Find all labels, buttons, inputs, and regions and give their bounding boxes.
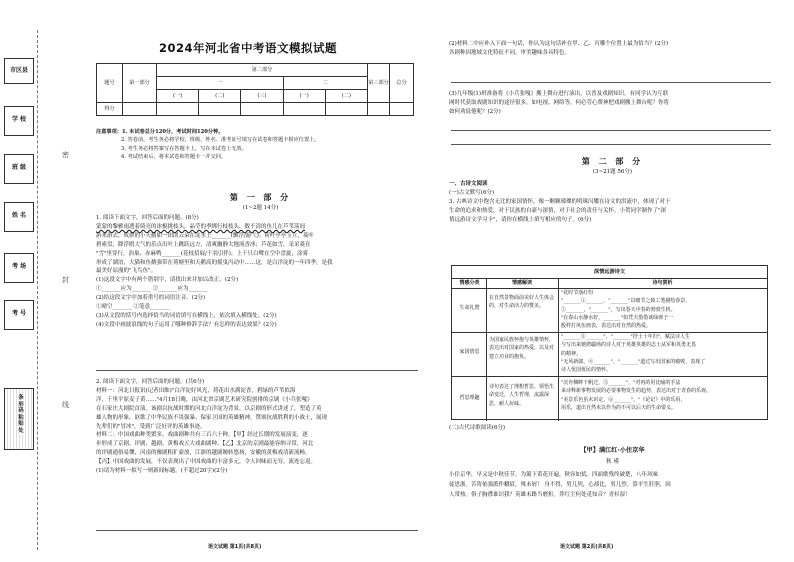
- card-line: 来诗释新事物发展的必要事物发生的趋势，表达出对于青春的乐观。: [561, 388, 712, 395]
- q1-answer-line[interactable]: ①_______应为_______ ②_______应为_______: [96, 286, 208, 293]
- subsection-heading: (二)古代诗歌阅读(6分): [449, 425, 506, 431]
- score-table-part2: 第二部分: [157, 64, 368, 77]
- card-header: 情感分类: [459, 280, 480, 286]
- score-cell[interactable]: [241, 103, 283, 116]
- q1-item: (4)文段中画波浪线的句子运用了哪种修辞手法？有怎样的表达效果？(2分): [96, 321, 277, 328]
- card-line: 的精神。: [561, 350, 582, 357]
- page-1: [88, 0, 433, 562]
- score-sub-3: (三): [241, 90, 283, 103]
- card-line: "在春山水静水好，_______"如凭夫借借谈绿弹子一: [561, 314, 674, 321]
- card-line[interactable]: "无风新郎，④_______"，"_______"道过写出国家的破败，表现了: [561, 358, 706, 365]
- card-line: "花时节落红纷: [561, 290, 594, 296]
- section-heading: 一、古诗文阅读: [449, 181, 488, 187]
- q2-m2-line: 的评剧通俗易懂，河南的豫剧粗犷豪放，江浙的越剧婉转悠扬，安徽的黄梅戏清新流畅。: [96, 450, 311, 457]
- question-1: [96, 214, 426, 330]
- score-sub-1: (一): [157, 90, 199, 103]
- score-table-one: 一: [157, 77, 284, 90]
- card-line[interactable]: "_______①_______，"_______"以细节之致工笔描绘春景，: [561, 298, 691, 305]
- card-rule: [558, 278, 559, 421]
- card-header: 诗句赏析: [652, 280, 673, 286]
- card-lines: [561, 333, 766, 374]
- q2-m1-line: 先辈们的"冒冰"，受到广泛好评的英雄事迹。: [96, 423, 206, 430]
- notice-line: 3. 考生务必将答案写在答题卡上，写在本试卷上无效。: [121, 145, 247, 152]
- notice-line: 注意事项：1. 本试卷总分120分，考试时间120分钟。: [96, 129, 224, 135]
- score-table-two: 二: [283, 77, 367, 90]
- q2-m1-line: 洋，千里平原麦子黄……"4月18日晚，由河北省京剧艺术研究院创排的京剧《小兵张嘎》: [96, 396, 313, 403]
- card-header: 情感解读: [511, 280, 532, 286]
- card-category: 家国情思: [459, 349, 480, 355]
- notice-line: 4. 考试结束后，将本试卷和答题卡一并交回。: [121, 154, 227, 161]
- score-table-part3: 第三部分: [368, 64, 390, 103]
- q2-3-line: (3)九年级(1)班准备将《小兵张嘎》搬上舞台进行演出，以普及戏剧知识。有同学认为互联: [449, 91, 669, 97]
- notice-line: 2. 答卷前，考生务必将学校、班级、姓名、准考证号填写在试卷和答题卡相应位置上。: [121, 137, 320, 144]
- page2-footer: 语文试题 第2页(共8页): [560, 544, 614, 551]
- poem-title: 满江红·小住京华: [598, 447, 645, 454]
- binding-strip: [0, 0, 69, 562]
- answer-line[interactable]: [96, 370, 418, 371]
- q1-intro: 1. 阅读下面文字，回答后面的问题。(8分): [96, 215, 199, 221]
- part1-range: (1~2题 14分): [242, 205, 279, 211]
- q2-item: (1)请为材料一拟写一则新闻标题。(不超过20字)(2分): [96, 468, 228, 475]
- q2-m1-line: 在石家庄大剧院首演。该剧以抗战时期的河北白洋淀为背景，以京剧的形式讲述了，塑造了英: [96, 405, 322, 412]
- page1-footer: 语文试题 第1页(共8页): [208, 544, 262, 551]
- school-label: 学 校: [11, 116, 27, 123]
- part2-range: (3~21题 56分): [592, 169, 633, 175]
- q1-item: (2)给这段文字中加着重号的词语注音。(2分): [96, 295, 206, 302]
- question-3: [449, 180, 779, 225]
- q1-passage-line: "雪"里穿行，治巢、赤麻鸭_______(花枝招展/千羽引伴)，上千只白鹭在空中盘旋，涂雾: [96, 250, 308, 257]
- score-cell[interactable]: [283, 103, 325, 116]
- card-line: 与写出来驰骋疆场的诗人对于英雄英雄的志士从军和英勇无畏: [561, 342, 697, 349]
- q1-passage-line: 形成了湖泊，大猫和鱼鹅强带在荷塘里和天鹅高的摇曳丙动中……这，是白洋淀的一年四季，是我: [96, 259, 333, 266]
- exam-no-label: 考 号: [11, 310, 27, 317]
- district-label: 市区县: [9, 67, 28, 74]
- seal-word-1: 密: [62, 151, 69, 159]
- score-sub-2: (二): [199, 90, 241, 103]
- score-table-total: 总分: [390, 64, 414, 103]
- card-reading: 在自然景物面前美好人生体会的，对生命活力的赞美。: [489, 295, 555, 310]
- q1-item: (3)从文段的括号内选择恰当的词语填写在横线上，依次填入横线处。(2分): [96, 312, 277, 319]
- q1-passage-line: 游来游去，成群的小天鹅如一团团云朵在淀水上_______(飘浮/游弋)；荷叶亭亭玉立，菱叶: [96, 232, 314, 239]
- q2-m2-line: 【丙】中国戏曲的发展，不仅表现出了中国戏曲的丰富多元，令人回味而无穷，流连忘返。: [96, 459, 317, 466]
- score-cell[interactable]: [199, 103, 241, 116]
- card-rule: [486, 278, 487, 421]
- subsection-heading: (一)古文默写(6分): [449, 189, 495, 196]
- score-table-score-label: 得分: [97, 103, 123, 116]
- class-label: 班 级: [11, 164, 27, 171]
- card-category: 哲思理趣: [459, 395, 480, 401]
- card-line: 般样打风伍画表，表达出对自然的热爱。: [561, 323, 652, 329]
- card-category: 生命礼赞: [459, 305, 480, 311]
- part2-title: 第 二 部 分: [581, 157, 644, 166]
- card-title: 深情远游诗文: [593, 269, 626, 275]
- part1-title: 第 一 部 分: [229, 193, 292, 202]
- q3-line: 3. 古典诗文中饱含无比的家国情怀，像一颗颗璀璨的明珠闪耀在诗文的洪流中，体现了对于: [449, 198, 671, 205]
- seal-word-3: 线: [62, 401, 69, 409]
- card-lines: [561, 289, 766, 330]
- room-label: 考 场: [11, 263, 27, 270]
- score-cell[interactable]: [368, 103, 390, 116]
- seal-word-2: 封: [62, 276, 69, 284]
- poem-line: 小住京华，早又是中秋佳节。为篱下黄花开遍，秋容如拭。四面歌残终破楚，八年风味: [449, 472, 659, 478]
- question-2: [96, 378, 426, 476]
- score-table: [96, 63, 414, 116]
- q2-3: [449, 90, 779, 117]
- q2-3-line: 如何劝说他呢？(2分): [449, 108, 501, 115]
- answer-line[interactable]: [451, 144, 771, 145]
- score-cell[interactable]: [157, 103, 199, 116]
- card-line[interactable]: ②_______，"_______"，写出春天中春的勃勃生机。: [561, 306, 676, 313]
- card-line[interactable]: "沉舟侧畔千帆过，⑤_______"，"对再的用比喻的手法: [561, 380, 681, 386]
- q1-passage-line: 碧索盘，降浮鸥大气的乐点出叶上跳跃远方，清爽幽静大地流香冰；芦花如雪，采采菱在: [96, 241, 311, 248]
- q2-m1-line: 材料一：河北日报讯(记者田维)"白洋淀好风光，荷花出水满淀香，碧绿的芦苇似海: [96, 387, 296, 394]
- score-table-part1: 第一部分: [123, 64, 157, 103]
- exam-title: 2024年河北省中考语文模拟试题: [158, 41, 337, 55]
- q3-line: 情远游诗文学习卡"，请你在横线上填写相应的句子。(6分): [449, 216, 592, 223]
- answer-line[interactable]: [96, 530, 418, 531]
- page-2: [445, 0, 780, 562]
- q2-2-prompt: (2)材料二中应补入下面一句话，你认为这句话补在甲、乙、丙哪个位置上最为恰当？(2分): [449, 41, 669, 47]
- answer-line[interactable]: [451, 82, 771, 83]
- q1-passage-line: 最美好凉漫的"飞鸟鱼"。: [96, 268, 157, 275]
- poem-body: [449, 470, 779, 501]
- answer-line[interactable]: [451, 130, 771, 131]
- card-reading: 诗句表达了理想哲思，领悟生命变迁，人生哲理，流露深思，耐人玩味。: [489, 384, 555, 407]
- poem-heading: [445, 446, 780, 456]
- q2-intro: 2. 阅读下面文字，回答后面的问题。(共6分): [96, 379, 205, 385]
- poem-label: 【甲】: [580, 447, 599, 454]
- notice: [96, 128, 426, 162]
- q2-m2-line: 材料二：中国戏曲种类繁多，戏曲剧种共有三百六十种。【甲】经过长期的发展演变，逐: [96, 432, 308, 439]
- score-cell[interactable]: [325, 103, 367, 116]
- card-line: 用乐，道出自然未以作为的不可以后天的生命要义。: [561, 404, 677, 411]
- card-line[interactable]: "美景乐色虽未识定，⑥_______"，"《论记》中的乐用，: [561, 396, 686, 403]
- card-rule: [452, 376, 767, 377]
- q1-answer-line[interactable]: ①晴空_______ ②笔意_______: [96, 304, 170, 311]
- study-card: [451, 265, 768, 420]
- barcode-label: 条形码粘贴处: [18, 395, 24, 434]
- score-table-row-header: 题号: [97, 64, 123, 103]
- q2-continued: [449, 40, 779, 58]
- q2-m2-line: 步形成了京剧、评剧、越剧、黄梅戏五大戏曲剧种。【乙】北京的京剧最能容纳寻常，河北: [96, 441, 314, 448]
- q1-passage-line: 蒙蒙的黎雅雨透着绮亮的冰棍挑枝头，晶莹的季绑行枝枝头，数不清的鱼儿在芦苇荡间: [96, 223, 306, 230]
- poem-line: 徒思浙。苦将依强派作蛾眉，殊未屑！ 身不得，男儿列，心却比，男儿烈。算平生肝胆，因: [449, 482, 671, 489]
- score-cell[interactable]: [123, 103, 157, 116]
- q3-line: 生命的追求和热爱，对于民族的自豪与深情，对于社会的责任与关怀。小贺同学制作了"深: [449, 207, 667, 214]
- card-reading: 为国家民族怀抱与英雄情怀，表达出对国家的热爱，以及对建立功业的抱负。: [489, 337, 555, 360]
- q1-item: (1)这段文字中有两个错别字，请找出来并加以改正。(2分): [96, 277, 239, 284]
- card-line: 诗人忧国忧民的情怀。: [561, 367, 612, 373]
- poem-line: 人常热。俗子胸襟谁识我？英雄末路当磨折。莽红尘何处觅知音？青衫湿！: [449, 492, 631, 499]
- q2-m1-line: 雄人物的形象，讴歌了中华民族不畏强暴、保家卫国的英雄精神，赞颂抗战胜利的小战士，展现: [96, 414, 328, 421]
- card-lines: [561, 379, 766, 412]
- card-line[interactable]: "_______③_______"，"_______"抒士十年归"，赋法诗人生: [561, 334, 691, 340]
- name-label: 姓 名: [11, 212, 27, 219]
- score-sub-4: (一): [283, 90, 325, 103]
- score-sub-5: (二): [325, 90, 367, 103]
- q2-2-sentence: 各剧种因地域文化特征不同，审美趣味各具特色。: [449, 49, 571, 56]
- q2-3-line: 网时代获取戏剧知识的途径很多，如电视、网络等，何必劳心费神把戏剧搬上舞台呢？你将: [449, 99, 670, 106]
- seal-line: [37, 30, 38, 550]
- poem-author: 秋 瑾: [606, 459, 619, 465]
- score-cell[interactable]: [390, 103, 414, 116]
